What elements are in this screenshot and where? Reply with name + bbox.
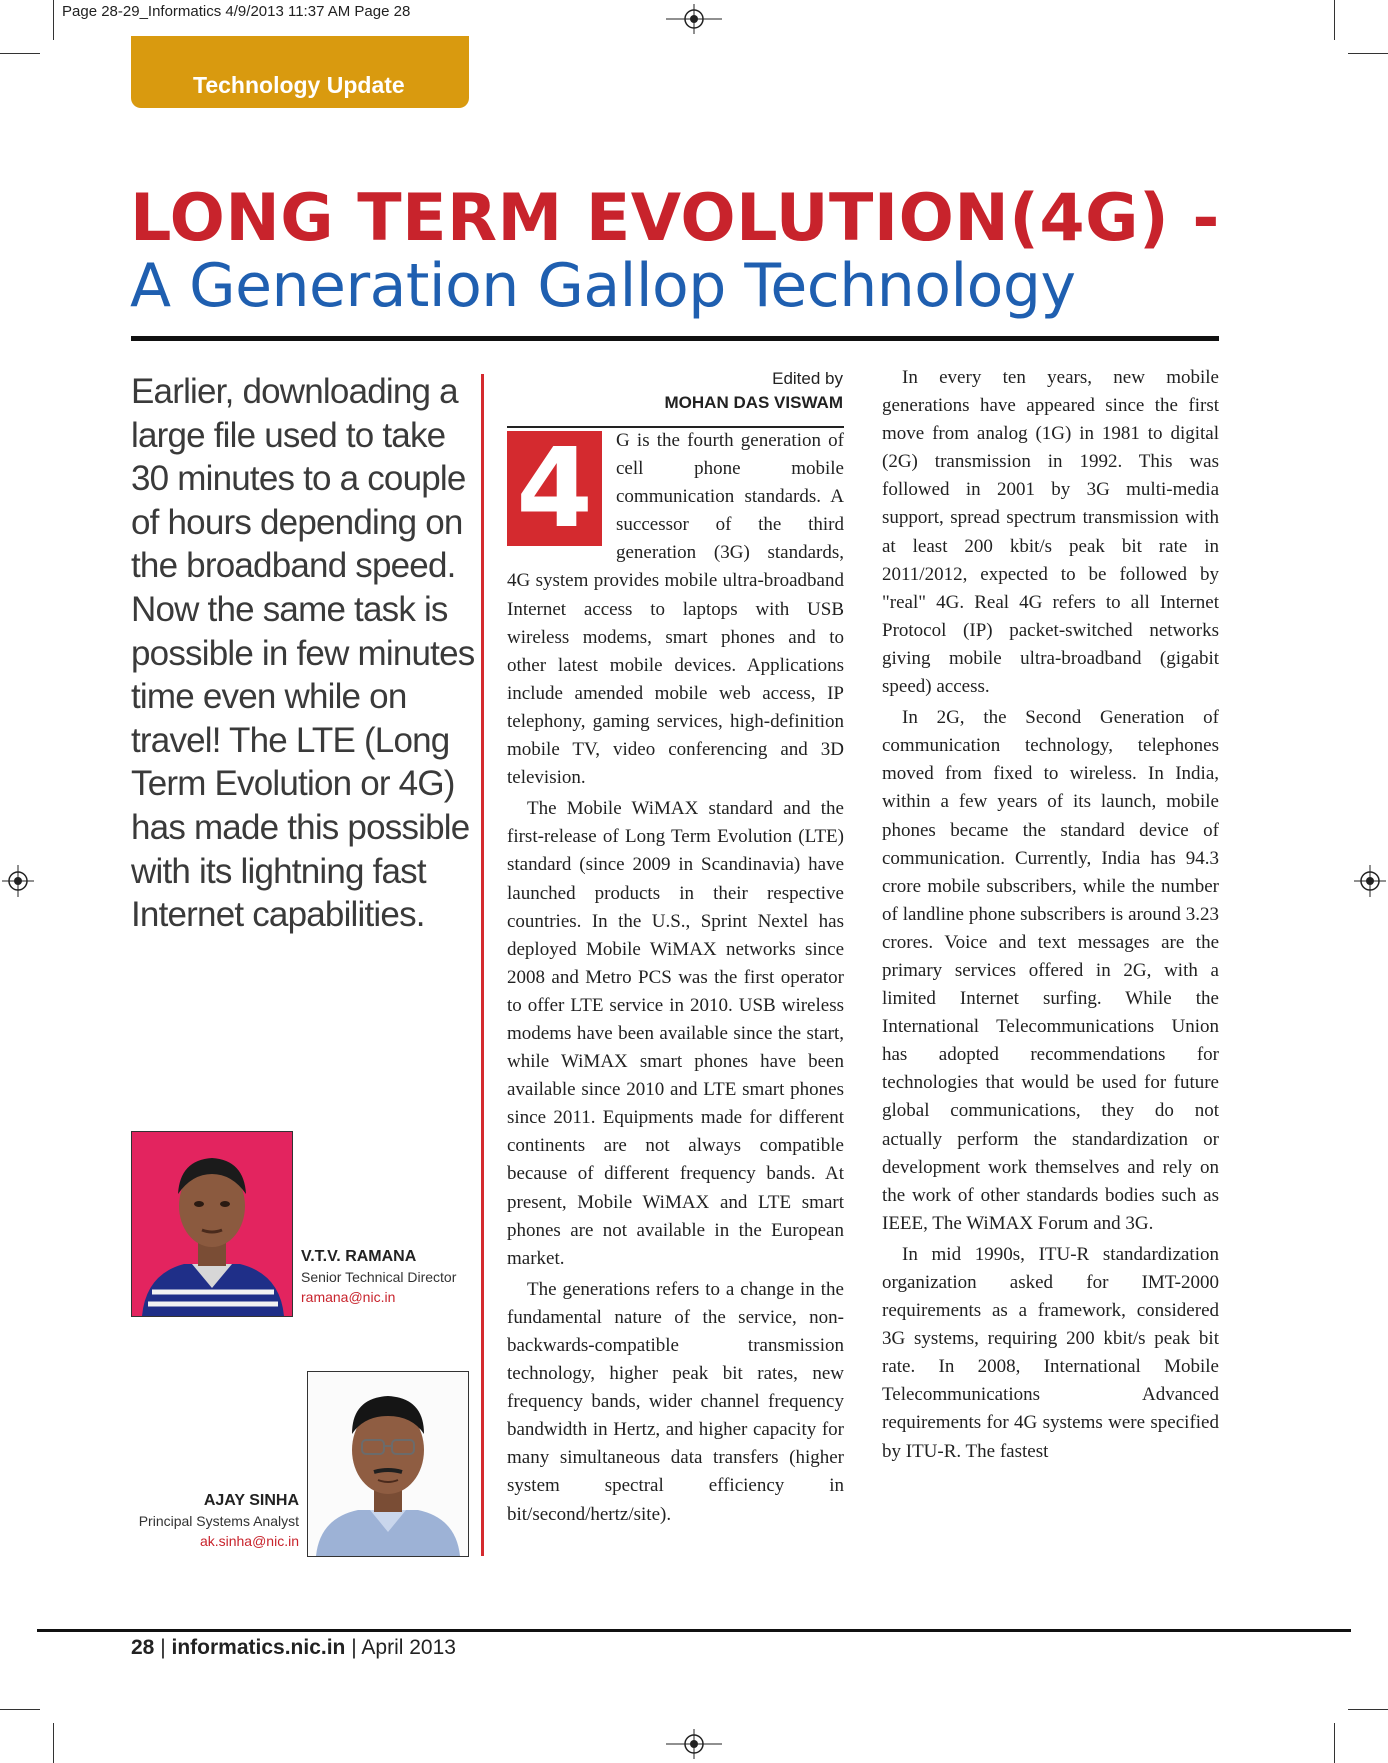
author-name: V.T.V. RAMANA (301, 1248, 417, 1265)
author-designation: Senior Technical Director (301, 1269, 457, 1285)
article-column-1 (507, 424, 844, 1532)
avatar (308, 1372, 468, 1556)
lead-paragraph: Earlier, downloading a large file used to take 30 minutes to a couple of hours depending on the broadband speed. Now the same task is possible in few minutes time even while on travel! The LTE (Long Term Evolution or 4G) has made this possible with its lightning fast Internet capabilities. (131, 372, 475, 935)
article-column-2 (882, 364, 1219, 1469)
author-photo-sinha (307, 1371, 469, 1557)
registration-mark-icon (666, 1729, 722, 1759)
crop-mark (0, 53, 40, 54)
author-email-link[interactable]: ak.sinha@nic.in (199, 1533, 299, 1549)
section-tag (131, 36, 469, 108)
crop-mark (1334, 1723, 1335, 1763)
crop-mark (53, 1723, 54, 1763)
registration-mark-icon (2, 865, 34, 897)
edited-by (665, 367, 844, 415)
body-paragraph: G is the fourth generation of cell phone mobile communication standards. A successor of the third generation (3G) standards, 4G system provides mobile ultra-broadband Internet access to laptops with USB wireless modems, smart phones and to other latest mobile devices. Applications include amended mobile web access, IP telephony, gaming services, high-definition mobile TV, video conferencing and 3D television. (507, 430, 844, 789)
registration-mark-icon (666, 4, 722, 34)
footer-separator: | (351, 1636, 357, 1659)
section-tag-label: Technology Update (193, 72, 405, 98)
edited-by-label: Edited by (772, 369, 843, 388)
registration-mark-icon (1354, 865, 1386, 897)
crop-mark (1334, 0, 1335, 40)
crop-mark (1348, 53, 1388, 54)
footer-date: April 2013 (361, 1636, 456, 1659)
crop-mark (0, 1709, 40, 1710)
body-paragraph: The generations refers to a change in the fundamental nature of the service, non-backwards-compatible transmission technology, higher peak bit rates, new frequency bands, wider channel frequency bandwidth in Hertz, and higher capacity for many simultaneous data transfers (higher system spectral efficiency in bit/second/hertz/site). (507, 1278, 844, 1525)
body-paragraph: The Mobile WiMAX standard and the first-release of Long Term Evolution (LTE) standard (since 2009 in Scandinavia) have launched products in their respective countries. In the U.S., Sprint Nextel has deployed Mobile WiMAX networks since 2008 and Metro PCS was the first operator to offer LTE service in 2010. USB wireless modems have been available since the start, while WiMAX smart phones have been available since 2010 and LTE smart phones since 2011. Equipments made for different continents are not always compatible because of different frequency bands. At present, Mobile WiMAX and LTE smart phones are not available in the European market. (507, 798, 844, 1269)
author-byline-sinha (131, 1491, 299, 1551)
author-photo-ramana (131, 1131, 293, 1317)
footer-site-link[interactable]: informatics.nic.in (171, 1636, 346, 1659)
crop-mark (53, 0, 54, 40)
headline-line2: A Generation Gallop Technology (130, 251, 1076, 321)
author-byline-ramana (301, 1247, 456, 1307)
page-footer (131, 1636, 456, 1660)
column-divider (481, 374, 484, 1556)
headline-rule (131, 336, 1219, 341)
author-name: AJAY SINHA (203, 1492, 299, 1509)
footer-rule (37, 1629, 1351, 1632)
headline-line1: LONG TERM EVOLUTION(4G) - (130, 181, 1220, 256)
author-designation: Principal Systems Analyst (138, 1513, 299, 1529)
page-number: 28 (131, 1636, 155, 1659)
editor-name: MOHAN DAS VISWAM (664, 393, 843, 412)
drop-cap: 4 (507, 431, 602, 546)
body-paragraph: In every ten years, new mobile generations have appeared since the first move from analog (1G) in 1981 to digital (2G) transmission in 1992. This was followed in 2001 by 3G multi-media support, spread spectrum transmission with at least 200 kbit/s peak bit rate in 2011/2012, expected to be followed by "real" 4G. Real 4G refers to all Internet Protocol (IP) packet-switched networks giving mobile ultra-broadband (gigabit speed) access. (882, 367, 1219, 698)
footer-separator: | (160, 1636, 166, 1659)
crop-mark (1348, 1709, 1388, 1710)
body-paragraph: In mid 1990s, ITU-R standardization organization asked for IMT-2000 requirements as a framework, considered 3G systems, requiring 200 kbit/s peak bit rate. In 2008, International Mobile Telecommunications Advanced requirements for 4G systems were specified by ITU-R. The fastest (882, 1243, 1219, 1462)
printer-slug: Page 28-29_Informatics 4/9/2013 11:37 AM Page 28 (62, 3, 411, 20)
avatar (132, 1132, 292, 1316)
body-paragraph: In 2G, the Second Generation of communication technology, telephones moved from fixed to wireless. In India, within a few years of its launch, mobile phones became the standard device of communication. Currently, India has 94.3 crore mobile subscribers, while the number of landline phone subscribers is around 3.23 crores. Voice and text messages are the primary services offered in 2G, with a limited Internet surfing. While the International Telecommunications Union has adopted recommendations for technologies that would be used for future global communications, they do not actually perform the standardization or development work themselves and rely on the work of other standards bodies such as IEEE, The WiMAX Forum and 3G. (882, 707, 1219, 1234)
author-email-link[interactable]: ramana@nic.in (301, 1289, 396, 1305)
